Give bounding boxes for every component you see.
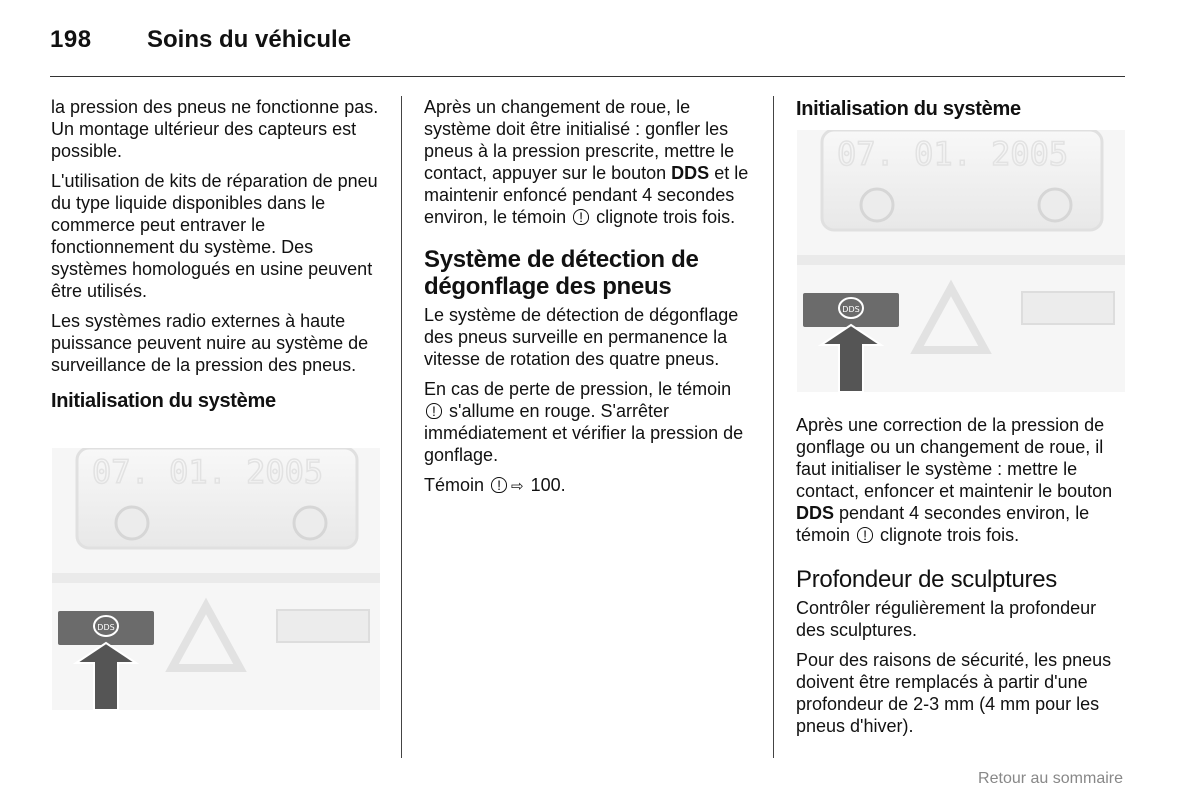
display-readout: 07. 01. 2005: [837, 135, 1069, 173]
paragraph: Pour des raisons de sécurité, les pneus doivent être remplacés à partir d'une profondeur de 2-3 mm (4 mm pour les pneus d'hiver).: [796, 650, 1112, 736]
paragraph: la pression des pneus ne fonctionne pas. Un montage ultérieur des capteurs est possible.: [51, 97, 379, 161]
paragraph: L'utilisation de kits de réparation de pneu du type liquide disponibles dans le commerce peut entraver le fonctionnement du système. Des systèmes homologués en usine peuvent être utilisés.: [51, 171, 378, 301]
display-readout: 07. 01. 2005: [92, 453, 324, 491]
dds-button-label: DDS: [842, 305, 860, 314]
column-1: [51, 96, 381, 424]
back-to-summary-link[interactable]: Retour au sommaire: [978, 770, 1123, 787]
column-divider: [401, 96, 402, 758]
dds-button-label: DDS: [97, 623, 115, 632]
dds-button-illustration: [52, 448, 380, 710]
paragraph: Après un changement de roue, le système doit être initialisé : gonfler les pneus à la pression prescrite, mettre le contact, appuyer sur le bouton DDS et le maintenir enfoncé pendant 4 secondes environ, le témoin ! clignote trois fois.: [424, 97, 749, 227]
paragraph: Après une correction de la pression de gonflage ou un changement de roue, il faut initialiser le système : mettre le contact, enfoncer et maintenir le bouton DDS pendant 4 secondes environ, le témoin ! clignote trois fois.: [796, 415, 1113, 545]
section-heading: Profondeur de sculptures: [796, 566, 1057, 593]
tire-warning-icon: !: [491, 477, 507, 493]
reference-arrow-icon[interactable]: ⇨: [511, 478, 524, 495]
column-3: [796, 96, 1126, 132]
paragraph: Témoin ! ⇨ 100.: [424, 475, 566, 495]
paragraph: Les systèmes radio externes à haute puissance peuvent nuire au système de surveillance de la pression des pneus.: [51, 311, 369, 375]
column-divider: [773, 96, 774, 758]
dds-bold: DDS: [796, 503, 835, 523]
section-heading: Initialisation du système: [796, 98, 1021, 120]
paragraph: En cas de perte de pression, le témoin ! s'allume en rouge. S'arrêter immédiatement et vérifier la pression de gonflage.: [424, 379, 744, 465]
column-3-body: [796, 414, 1126, 745]
tire-warning-icon: !: [573, 209, 589, 225]
page-title: Soins du véhicule: [147, 26, 352, 53]
paragraph: Contrôler régulièrement la profondeur des sculptures.: [796, 598, 1097, 640]
section-heading: Système de détection de dégonflage des pneus: [424, 246, 699, 300]
dds-button-illustration: [797, 130, 1125, 392]
page-header: [50, 26, 1125, 77]
dashboard-illustration: [52, 448, 380, 710]
section-heading: Initialisation du système: [51, 390, 276, 412]
column-2: [424, 96, 754, 506]
dashboard-illustration: [797, 130, 1125, 392]
tire-warning-icon: !: [857, 527, 873, 543]
tire-warning-icon: !: [426, 403, 442, 419]
paragraph: Le système de détection de dégonflage des pneus surveille en permanence la vitesse de rotation des quatre pneus.: [424, 305, 739, 369]
dds-bold: DDS: [671, 163, 710, 183]
page-number: 198: [50, 26, 92, 53]
